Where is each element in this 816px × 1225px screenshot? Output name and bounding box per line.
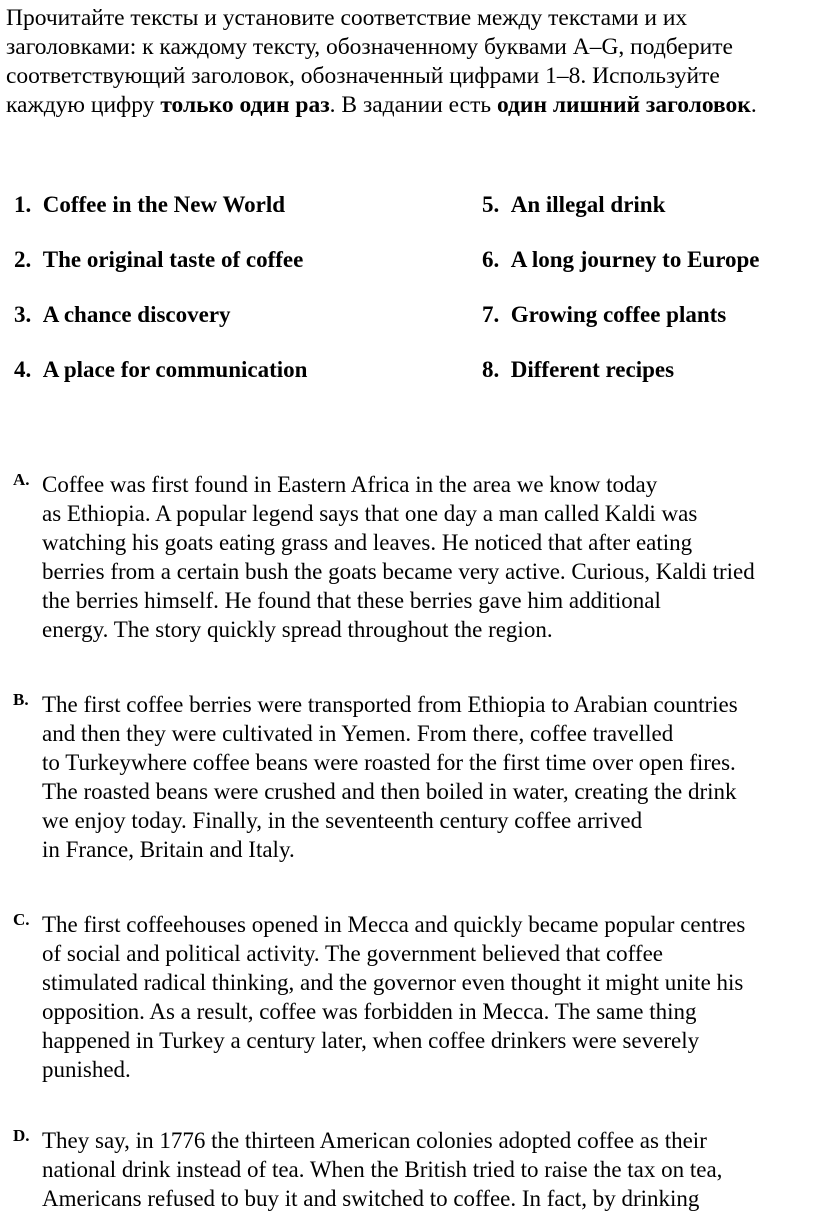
heading-label: Different recipes [510,357,675,382]
heading-label: The original taste of coffee [42,247,304,272]
heading-number: 1. [14,192,32,217]
heading-label: A chance discovery [42,302,231,327]
text-line: Coffee was first found in Eastern Africa in the area we know today [42,472,658,497]
text-letter: D. [13,1126,30,1145]
text-line: The roasted beans were crushed and then boiled in water, creating the drink [42,779,737,804]
heading-number: 8. [482,357,500,382]
text-line: The first coffee berries were transported from Ethiopia to Arabian countries [42,692,738,717]
headings-list [0,188,816,398]
text-letter: A. [13,470,30,489]
text-line: the berries himself. He found that these berries gave him additional [42,588,661,613]
heading-label: An illegal drink [510,192,666,217]
task-instructions [6,4,806,120]
text-line: The first coffeehouses opened in Mecca and quickly became popular centres [42,912,746,937]
text-line: stimulated radical thinking, and the governor even thought it might unite his [42,970,744,995]
text-paragraph [42,910,812,1084]
instructions-text: . [750,92,757,118]
text-line: in France, Britain and Italy. [42,837,295,862]
heading-item [482,190,665,220]
text-paragraph [42,470,812,644]
heading-number: 4. [14,357,32,382]
text-line: opposition. As a result, coffee was forbidden in Mecca. The same thing [42,999,697,1024]
heading-item [482,245,760,275]
text-line: Americans refused to buy it and switched to coffee. In fact, by drinking [42,1186,700,1211]
instructions-line: Прочитайте тексты и установите соответствие между текстами и их [6,5,688,31]
text-line: energy. The story quickly spread throughout the region. [42,617,553,642]
heading-label: Growing coffee plants [510,302,727,327]
heading-number: 5. [482,192,500,217]
heading-number: 2. [14,247,32,272]
text-line: to Turkeywhere coffee beans were roasted for the first time over open fires. [42,750,736,775]
text-line: watching his goats eating grass and leaves. He noticed that after eating [42,530,693,555]
heading-number: 6. [482,247,500,272]
instructions-text: каждую цифру [6,92,161,118]
heading-item [14,190,285,220]
text-line: of social and political activity. The government believed that coffee [42,941,663,966]
instructions-emphasis: один лишний заголовок [496,92,751,118]
text-line: we enjoy today. Finally, in the seventeenth century coffee arrived [42,808,643,833]
text-line: They say, in 1776 the thirteen American colonies adopted coffee as their [42,1128,707,1153]
text-letter: C. [13,910,30,929]
heading-number: 3. [14,302,32,327]
text-paragraph [42,1126,812,1213]
text-line: punished. [42,1057,131,1082]
text-paragraph [42,690,812,864]
instructions-text: . В задании есть [329,92,497,118]
heading-item [14,300,231,330]
heading-item [14,245,303,275]
text-line: and then they were cultivated in Yemen. From there, coffee travelled [42,721,674,746]
heading-item [14,355,307,385]
heading-item [482,355,674,385]
heading-item [482,300,726,330]
heading-label: A long journey to Europe [510,247,760,272]
text-line: as Ethiopia. A popular legend says that one day a man called Kaldi was [42,501,698,526]
text-line: berries from a certain bush the goats became very active. Curious, Kaldi tried [42,559,755,584]
text-line: national drink instead of tea. When the British tried to raise the tax on tea, [42,1157,723,1182]
heading-label: A place for communication [42,357,308,382]
heading-number: 7. [482,302,500,327]
instructions-line: соответствующий заголовок, обозначенный цифрами 1–8. Используйте [6,63,720,89]
text-letter: B. [13,690,29,709]
instructions-line [6,91,806,120]
text-line: happened in Turkey a century later, when coffee drinkers were severely [42,1028,700,1053]
instructions-emphasis: только один раз [160,92,330,118]
instructions-line: заголовками: к каждому тексту, обозначенному буквами A–G, подберите [6,34,733,60]
heading-label: Coffee in the New World [42,192,286,217]
